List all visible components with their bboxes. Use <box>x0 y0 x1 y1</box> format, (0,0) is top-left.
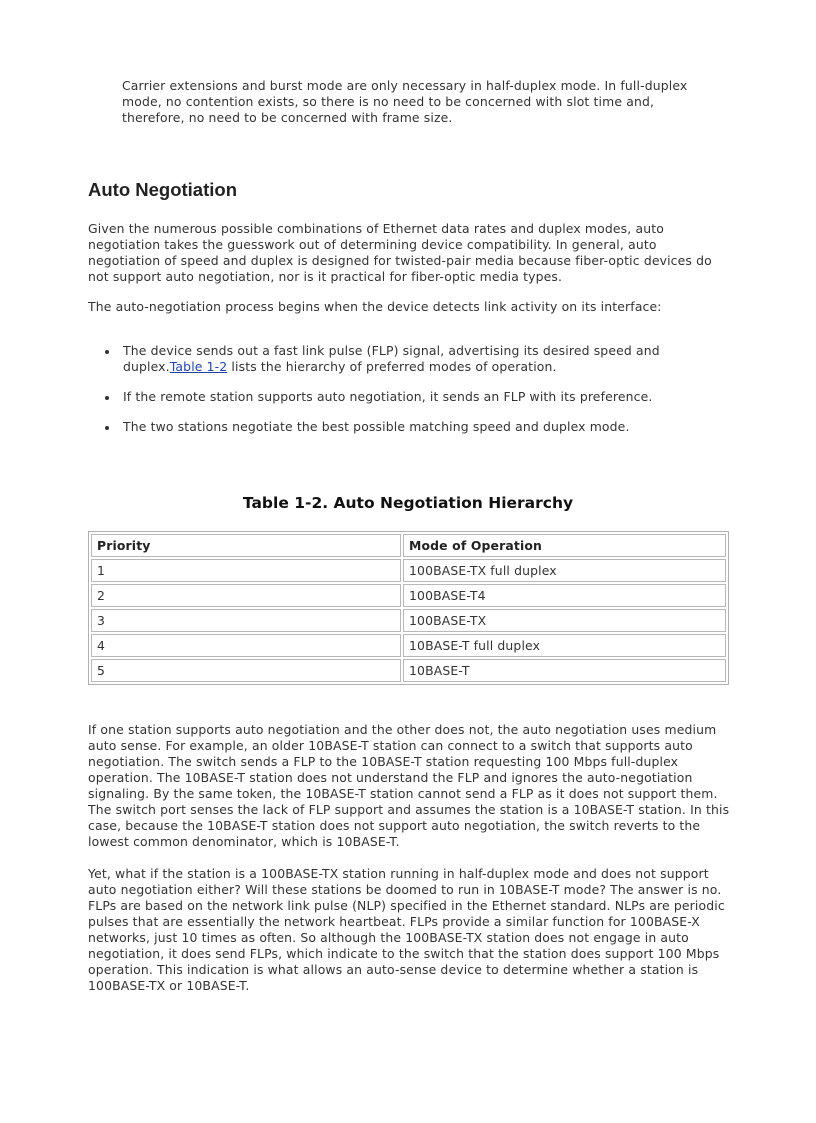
priority-cell: 3 <box>91 609 401 632</box>
bullet-text: lists the hierarchy of preferred modes of operation. <box>227 359 557 374</box>
table-row <box>91 659 726 682</box>
table-row <box>91 584 726 607</box>
table-header-row <box>91 534 726 557</box>
column-header-priority: Priority <box>91 534 401 557</box>
priority-cell: 2 <box>91 584 401 607</box>
paragraph-nlp-flp: Yet, what if the station is a 100BASE-TX station running in half-duplex mode and does not support auto negotiation either? Will these stations be doomed to run in 10BASE-T mode? The answer is no. FLPs are based on the network link pulse (NLP) specified in the Ethernet standard. NLPs are periodic pulses that are essentially the network heartbeat. FLPs provide a similar function for 100BASE-X networks, just 10 times as often. So although the 100BASE-TX station does not engage in auto negotiation, it does send FLPs, which indicate to the switch that the station does support 100 Mbps operation. This indication is what allows an auto-sense device to determine whether a station is 100BASE-TX or 10BASE-T. <box>88 866 725 993</box>
process-steps-list <box>102 343 722 449</box>
paragraph-process-intro: The auto-negotiation process begins when the device detects link activity on its interface: <box>88 299 662 314</box>
mode-cell: 10BASE-T <box>403 659 726 682</box>
mode-cell: 100BASE-TX <box>403 609 726 632</box>
paragraph-compatibility: Given the numerous possible combinations of Ethernet data rates and duplex modes, auto negotiation takes the guesswork out of determining device compatibility. In general, auto negotiation of speed and duplex is designed for twisted-pair media because fiber-optic devices do not support auto negotiation, nor is it practical for fiber-optic media types. <box>88 221 712 284</box>
table-row <box>91 559 726 582</box>
table-row <box>91 634 726 657</box>
list-item <box>102 343 722 375</box>
bullet-text: The device sends out a fast link pulse (FLP) signal, advertising its desired speed and duplex. <box>123 343 660 374</box>
priority-cell: 4 <box>91 634 401 657</box>
priority-cell: 1 <box>91 559 401 582</box>
section-heading: Auto Negotiation <box>88 179 238 200</box>
mode-cell: 100BASE-TX full duplex <box>403 559 726 582</box>
priority-cell: 5 <box>91 659 401 682</box>
auto-negotiation-hierarchy-table <box>88 531 729 685</box>
mode-cell: 100BASE-T4 <box>403 584 726 607</box>
paragraph-medium-auto-sense: If one station supports auto negotiation and the other does not, the auto negotiation uses medium auto sense. For example, an older 10BASE-T station can connect to a switch that supports auto negotiation. The switch sends a FLP to the 10BASE-T station requesting 100 Mbps full-duplex operation. The 10BASE-T station does not understand the FLP and ignores the auto-negotiation signaling. By the same token, the 10BASE-T station cannot send a FLP as it does not support them. The switch port senses the lack of FLP support and assumes the station is a 10BASE-T station. In this case, because the 10BASE-T station does not support auto negotiation, the switch reverts to the lowest common denominator, which is 10BASE-T. <box>88 722 730 849</box>
mode-cell: 10BASE-T full duplex <box>403 634 726 657</box>
intro-note: Carrier extensions and burst mode are only necessary in half-duplex mode. In full-duplex mode, no contention exists, so there is no need to be concerned with slot time and, therefore, no need to be concerned with frame size. <box>122 78 688 125</box>
list-item: The two stations negotiate the best possible matching speed and duplex mode. <box>102 419 722 435</box>
column-header-mode: Mode of Operation <box>403 534 726 557</box>
table-caption: Table 1-2. Auto Negotiation Hierarchy <box>242 494 574 512</box>
list-item: If the remote station supports auto negotiation, it sends an FLP with its preference. <box>102 389 722 405</box>
table-1-2-link[interactable]: Table 1-2 <box>169 359 228 374</box>
table-row <box>91 609 726 632</box>
